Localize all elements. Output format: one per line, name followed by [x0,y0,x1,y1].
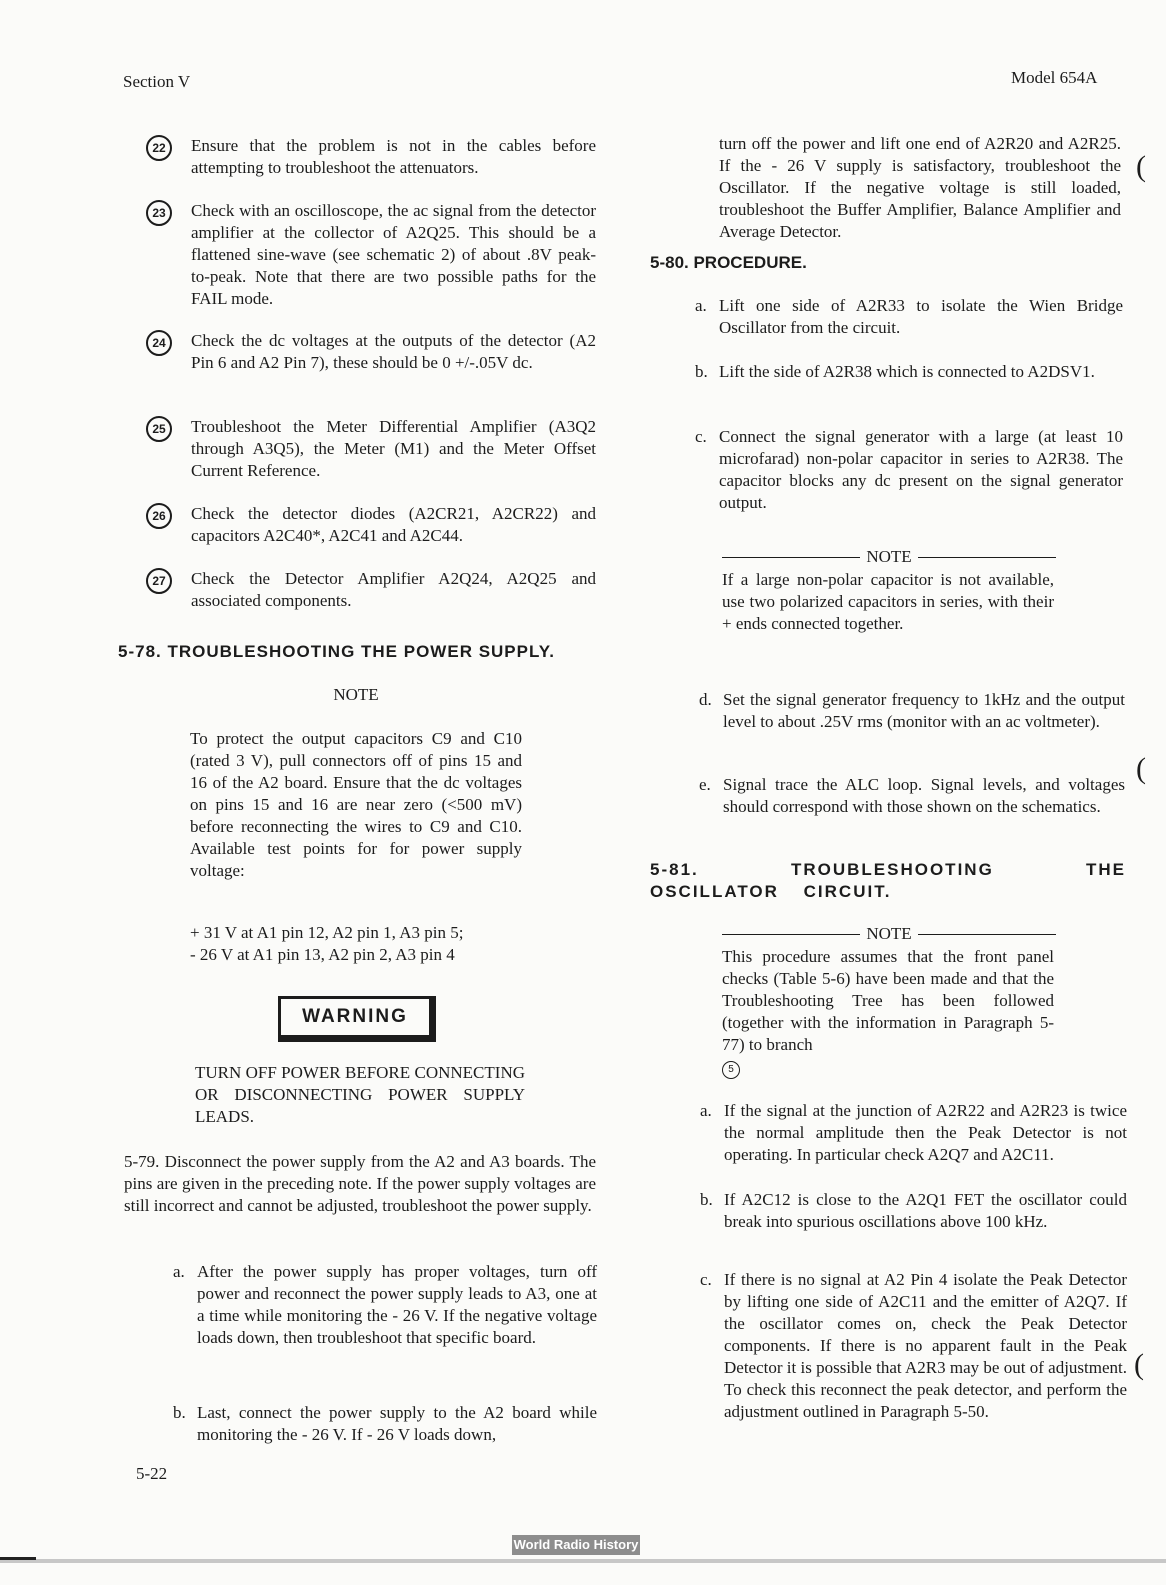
list-item-text: Last, connect the power supply to the A2 board while monitoring the - 26 V. If - 26 V loads down, [197,1403,597,1444]
step-text: Check the detector diodes (A2CR21, A2CR22) and capacitors A2C40*, A2C41 and A2C44. [191,504,596,545]
list-item-text: Set the signal generator frequency to 1kHz and the output level to about .25V rms (monitor with an ac voltmeter). [723,690,1125,731]
list-item-label: c. [700,1270,712,1289]
step-text: Check the dc voltages at the outputs of the detector (A2 Pin 6 and A2 Pin 7), these should be 0 +/-.05V dc. [191,331,596,372]
list-item-text: After the power supply has proper voltages, turn off power and reconnect the power supply leads to A3, one at a time while monitoring the - 26 V. If the negative voltage loads down, then troubleshoot that specific board. [197,1262,597,1347]
step-number-badge: 24 [146,330,172,356]
list-item-label: b. [173,1403,186,1422]
note-title: NOTE [333,685,379,704]
page-bottom-rule-mark [0,1557,36,1560]
note-text: This procedure assumes that the front panel checks (Table 5-6) have been made and that the Troubleshooting Tree has been followed (together with the information in Paragraph 5-77) to branch [722,947,1054,1054]
list-item-label: a. [695,296,707,315]
heading-5-81: 5-81. TROUBLESHOOTING THE OSCILLATOR CIRCUIT. [650,860,1126,901]
step-number-badge: 25 [146,416,172,442]
list-item-label: c. [695,427,707,446]
list-item-label: d. [699,690,712,709]
step-number-badge: 27 [146,568,172,594]
page-bottom-rule [0,1559,1166,1563]
step-text: Check with an oscilloscope, the ac signal from the detector amplifier at the collector of A2Q25. This should be a flattened sine-wave (see schematic 2) of about .8V peak-to-peak. Note that there are two possible paths for the FAIL mode. [191,201,596,308]
continued-text: turn off the power and lift one end of A2R20 and A2R25. If the - 26 V supply is satisfactory, troubleshoot the Oscillator. If the negative voltage is still loaded, troubleshoot the Buffer Amplifier, Balance Amplifier and Average Detector. [719,134,1121,241]
heading-5-80: 5-80. PROCEDURE. [650,253,807,272]
heading-5-78: 5-78. TROUBLESHOOTING THE POWER SUPPLY. [118,642,555,661]
list-item-text: If A2C12 is close to the A2Q1 FET the oscillator could break into spurious oscillations above 100 kHz. [724,1190,1127,1231]
list-item-text: Signal trace the ALC loop. Signal levels, and voltages should correspond with those shown on the schematics. [723,775,1125,816]
note-text: If a large non-polar capacitor is not available, use two polarized capacitors in series, with their + ends connected together. [722,570,1054,633]
list-item-text: Lift one side of A2R33 to isolate the Wien Bridge Oscillator from the circuit. [719,296,1123,337]
branch-number-badge: 5 [722,1061,740,1079]
list-item-label: b. [700,1190,713,1209]
section-label: Section V [123,72,191,91]
step-number-badge: 23 [146,200,172,226]
step-text: Check the Detector Amplifier A2Q24, A2Q25 and associated components. [191,569,596,610]
test-points-negative: - 26 V at A1 pin 13, A2 pin 2, A3 pin 4 [190,945,455,964]
test-points-positive: + 31 V at A1 pin 12, A2 pin 1, A3 pin 5; [190,923,464,942]
note-divider [722,923,1056,945]
list-item-text: Connect the signal generator with a large (at least 10 microfarad) non-polar capacitor in series to A2R38. The capacitor blocks any dc present on the signal generator output. [719,427,1123,512]
paragraph-5-79: 5-79. Disconnect the power supply from the A2 and A3 boards. The pins are given in the preceding note. If the power supply voltages are still incorrect and cannot be adjusted, troubleshoot the power supply. [124,1152,596,1215]
list-item-text: Lift the side of A2R38 which is connected to A2DSV1. [719,362,1095,381]
list-item-label: e. [699,775,711,794]
change-bar-mark: ( [1134,1348,1144,1381]
list-item-text: If the signal at the junction of A2R22 and A2R23 is twice the normal amplitude then the Peak Detector is not operating. In particular check A2Q7 and A2C11. [724,1101,1127,1164]
list-item-label: a. [700,1101,712,1120]
page-number: 5-22 [136,1464,168,1483]
warning-text: TURN OFF POWER BEFORE CONNECTING OR DISCONNECTING POWER SUPPLY LEADS. [195,1063,525,1126]
step-text: Ensure that the problem is not in the cables before attempting to troubleshoot the attenuators. [191,136,596,177]
step-number-badge: 22 [146,135,172,161]
list-item-label: a. [173,1262,185,1281]
change-bar-mark: ( [1136,752,1146,785]
list-item-label: b. [695,362,708,381]
note-title: NOTE [866,924,912,943]
list-item-text: If there is no signal at A2 Pin 4 isolate the Peak Detector by lifting one side of A2C11 and the emitter of A2Q7. If the oscillator comes on, check the Peak Detector components. If there is no apparent fault in the Peak Detector it is possible that A2R3 may be out of adjustment. To check this reconnect the peak detector, and perform the adjustment outlined in Paragraph 5-50. [724,1270,1127,1421]
note-title: NOTE [866,547,912,566]
model-label: Model 654A [1011,68,1098,87]
change-bar-mark: ( [1136,150,1146,183]
warning-label: WARNING [278,996,436,1042]
step-number-badge: 26 [146,503,172,529]
note-divider [722,546,1056,568]
branch-reference [722,1056,740,1079]
note-text: To protect the output capacitors C9 and C10 (rated 3 V), pull connectors off of pins 15 and 16 of the A2 board. Ensure that the dc voltages on pins 15 and 16 are near zero (<500 mV) before reconnecting the wires to C9 and C10. Available test points for for power supply voltage: [190,729,522,880]
step-text: Troubleshoot the Meter Differential Amplifier (A3Q2 through A3Q5), the Meter (M1) and the Meter Offset Current Reference. [191,417,596,480]
archive-watermark-badge: World Radio History [512,1535,640,1555]
